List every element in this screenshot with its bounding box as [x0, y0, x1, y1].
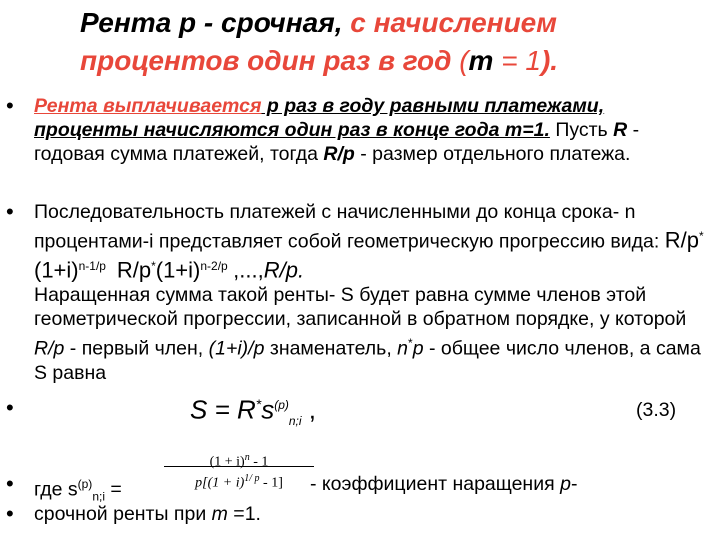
title-part2: с начислением процентов один раз в год: [80, 7, 557, 76]
formula-star: *: [255, 396, 262, 412]
where-sub: n;i: [92, 489, 105, 504]
formula-S-R: S = R: [190, 394, 256, 425]
equation-number: (3.3): [636, 399, 677, 421]
bullet-dot-icon: •: [6, 93, 14, 118]
star-3: *: [408, 336, 413, 350]
fraction-numerator: $(1 + i)^n - 1$: [209, 452, 269, 470]
formula-3-3: [190, 392, 316, 433]
term1-exponent: n-1/p: [78, 258, 106, 273]
formula-s: s: [261, 394, 275, 425]
title-part5: = 1: [493, 45, 541, 76]
ratio: (1+i)/p: [208, 337, 265, 360]
term1-base: R/p: [664, 227, 699, 253]
formula-sup: (p): [274, 398, 289, 412]
term2-factor: (1+i): [155, 257, 201, 282]
symbol-m: m: [211, 503, 228, 525]
term-count-text: - общее число членов, а сама S равна: [34, 337, 701, 384]
first-term-text: - первый член,: [64, 337, 209, 360]
term-count-n: n: [397, 337, 409, 360]
title-part3: (: [451, 45, 469, 76]
title-part1: Рента p - срочная,: [80, 7, 343, 38]
ellipsis: ,...,: [233, 257, 264, 282]
ratio-text: знаменатель,: [269, 337, 398, 360]
term2-exponent: n-2/p: [200, 258, 228, 273]
coefficient-text: - коэффициент наращения p-: [310, 473, 578, 495]
annual-sum-text: - годовая сумма платежей, тогда: [34, 119, 640, 165]
page-title: [80, 4, 700, 80]
bullet-dot-icon: •: [6, 395, 14, 420]
bullet-dot-icon: •: [6, 199, 14, 224]
where-eq: =: [105, 478, 122, 501]
where-sup: (p): [77, 477, 93, 491]
formula-sub: n;i: [288, 413, 302, 428]
let-text: Пусть: [549, 119, 614, 141]
payment-size-text: - размер отдельного платежа.: [354, 143, 631, 165]
title-part4: m: [468, 45, 494, 76]
m-equals-one: =1.: [227, 503, 261, 525]
term2-base: R/p: [116, 257, 152, 282]
rent-terms-phrase: p раз в году равными платежами, проценты начисляются один раз в конце года m=1.: [34, 95, 605, 141]
fraction: [164, 446, 314, 491]
star-1: *: [698, 229, 704, 243]
term-count-p: p: [412, 337, 424, 360]
symbol-R-over-p: R/p: [323, 143, 355, 165]
term1-factor: (1+i): [34, 257, 79, 282]
title-part6: ).: [540, 45, 559, 76]
bullet-dot-icon: •: [6, 471, 14, 496]
first-term: R/p: [34, 337, 65, 360]
where-s: где s: [34, 478, 78, 501]
symbol-R: R: [613, 119, 628, 141]
formula-comma: ,: [301, 394, 317, 425]
star-2: *: [151, 258, 156, 273]
term-last: R/p.: [263, 257, 305, 282]
sequence-text: Последовательность платежей с начисленными до конца срока- n процентами-i представляет собой геометрическую прогрессию вида:: [34, 201, 665, 253]
term-rent-text: срочной ренты при: [34, 503, 212, 525]
accumulated-sum-text: Наращенная сумма такой ренты- S будет равна сумме членов этой геометрической прогрессии, записанной в обратном порядке, у которой: [34, 284, 687, 330]
fraction-denominator: $p[(1 + i)^{1/ p} - 1]$: [164, 466, 314, 491]
bullet-dot-icon: •: [6, 501, 14, 526]
rent-paid-phrase: Рента выплачивается: [34, 95, 262, 117]
